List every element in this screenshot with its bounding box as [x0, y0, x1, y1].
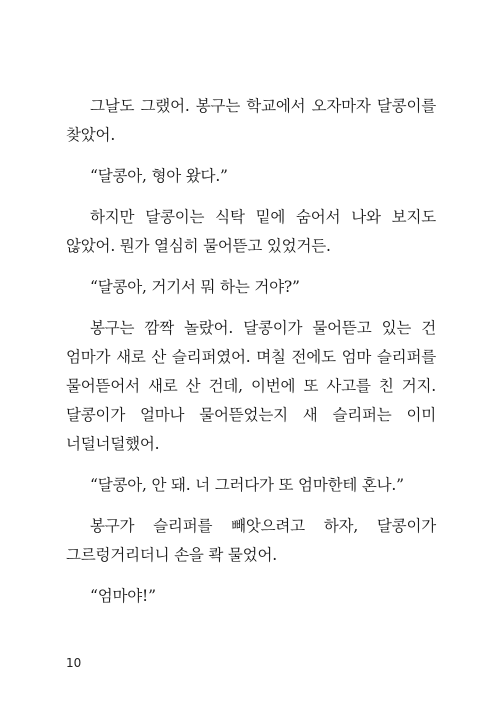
paragraph: 봉구가 슬리퍼를 빼앗으려고 하자, 달콩이가 그르렁거리더니 손을 콱 물었어. [66, 517, 436, 564]
body-text [66, 92, 436, 623]
paragraph: “엄마야!” [90, 587, 156, 605]
paragraph: 하지만 달콩이는 식탁 밑에 숨어서 나와 보지도 않았어. 뭔가 열심히 물어뜯고 있었거든. [66, 208, 436, 255]
page-number: 10 [66, 656, 82, 670]
paragraph: 그날도 그랬어. 봉구는 학교에서 오자마자 달콩이를 찾았어. [66, 97, 436, 144]
paragraph: 봉구는 깜짝 놀랐어. 달콩이가 물어뜯고 있는 건 엄마가 새로 산 슬리퍼였어. 며칠 전에도 엄마 슬리퍼를 물어뜯어서 새로 산 건데, 이번에 또 사고를 친 거지. 달콩이가 얼마나 물어뜯었는지 새 슬리퍼는 이미 너덜너덜했어. [66, 319, 436, 453]
paragraph: “달콩아, 안 돼. 너 그러다가 또 엄마한테 혼나.” [90, 476, 404, 494]
paragraph: “달콩아, 거기서 뭐 하는 거야?” [90, 278, 300, 296]
paragraph: “달콩아, 형아 왔다.” [90, 167, 228, 185]
